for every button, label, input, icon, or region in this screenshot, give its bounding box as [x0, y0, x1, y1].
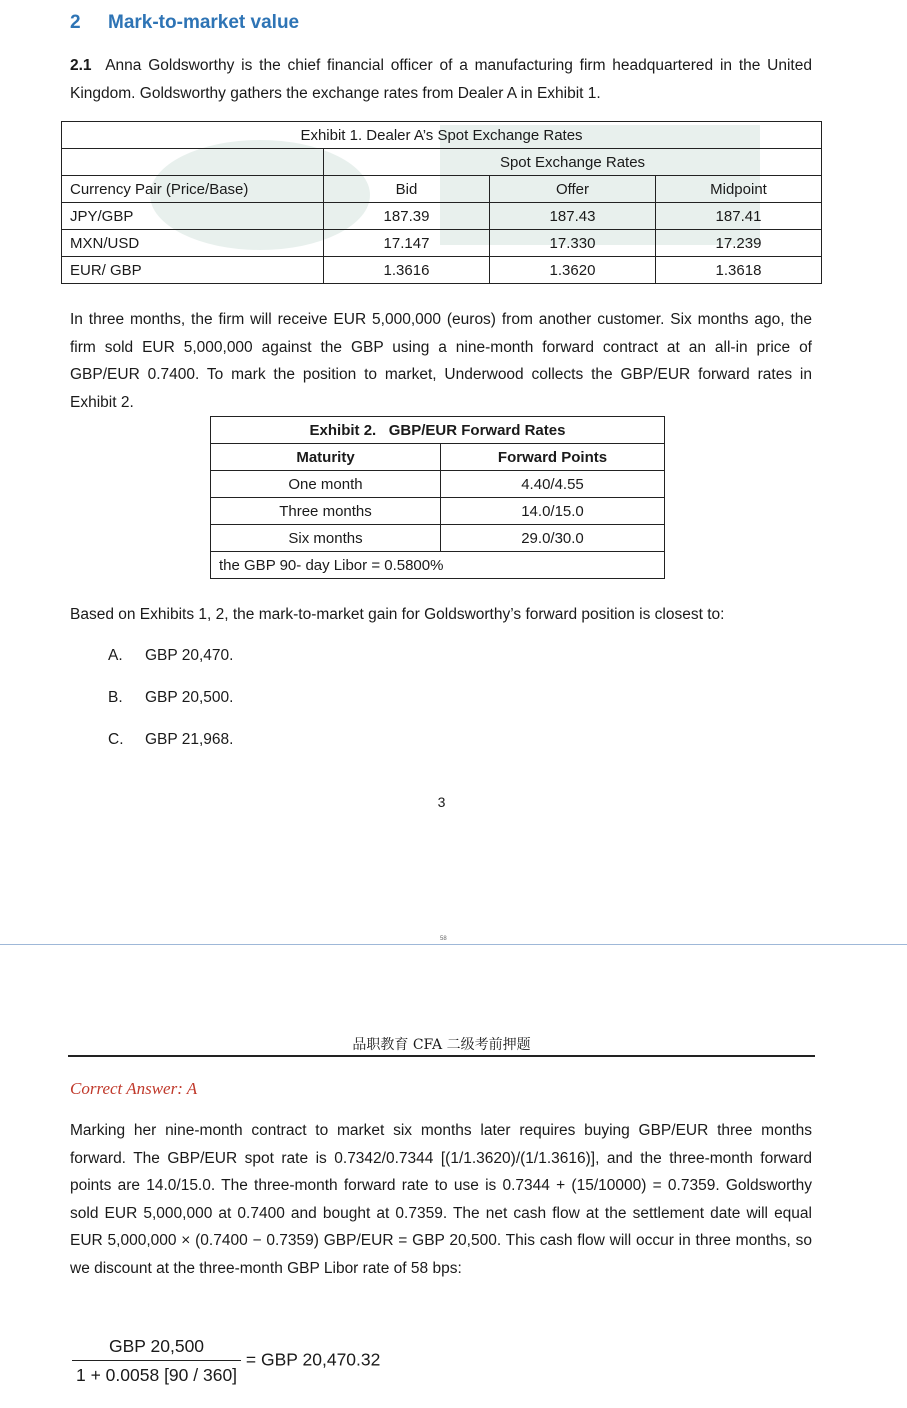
question-intro-text: Anna Goldsworthy is the chief financial officer of a manufacturing firm headquartered in the United Kingdom. Goldsworthy gathers the exchange rates from Dealer A in Exhibit 1. [70, 57, 812, 102]
option-text: GBP 20,470. [145, 647, 234, 664]
exhibit2-caption-title: GBP/EUR Forward Rates [388, 421, 566, 439]
formula-numerator: GBP 20,500 [109, 1336, 205, 1356]
page-number: 3 [437, 794, 446, 810]
formula-result: = GBP 20,470.32 [245, 1349, 381, 1370]
formula-fraction [72, 1336, 241, 1386]
section-number: 2 [70, 12, 81, 33]
formula-denominator: 1 + 0.0058 [90 / 360] [72, 1360, 241, 1386]
table-row [211, 525, 665, 552]
option-b [108, 689, 233, 707]
question-number: 2.1 [70, 57, 92, 74]
section-title-text: Mark-to-market value [108, 12, 300, 33]
exhibit2-header-row [211, 444, 665, 471]
exhibit2-caption-row [211, 417, 665, 444]
option-c [108, 731, 233, 749]
option-text: GBP 20,500. [145, 689, 234, 706]
exhibit2-footer-row [211, 552, 665, 579]
exhibit1-table [61, 121, 822, 284]
page-header: 品职教育 CFA 二级考前押题 [352, 1037, 531, 1053]
exhibit2-header: Forward Points [441, 444, 665, 471]
header-rule [68, 1055, 815, 1057]
option-letter: A. [108, 647, 123, 664]
exhibit2-table [210, 416, 665, 579]
exhibit1-cell: 187.41 [656, 203, 822, 230]
exhibit1-cell: 1.3620 [490, 257, 656, 284]
answer-explanation: Marking her nine-month contract to market six months later requires buying GBP/EUR three months forward. The GBP/EUR spot rate is 0.7342/0.7344 [(1/1.3620)/(1/1.3616)], and the three-month forward points are 14.0/15.0. The three-month forward rate to use is 0.7344 + (15/10000) = 0.7359. Goldsworthy sold EUR 5,000,000 at 0.7400 and bought at 0.7359. The net cash flow at the settlement date will equal EUR 5,000,000 × (0.7400 − 0.7359) GBP/EUR = GBP 20,500. This cash flow will occur in three months, so we discount at the three-month GBP Libor rate of 58 bps: [70, 1122, 812, 1277]
exhibit1-caption-row [62, 122, 822, 149]
option-text: GBP 21,968. [145, 731, 234, 748]
exhibit2-cell: One month [211, 471, 441, 498]
exhibit1-empty-cell [62, 149, 324, 176]
exhibit1-cell: EUR/ GBP [62, 257, 324, 284]
exhibit1-cell: 17.147 [324, 230, 490, 257]
exhibit1-group-header: Spot Exchange Rates [324, 149, 822, 176]
section-title [70, 12, 299, 34]
exhibit2-cell: 4.40/4.55 [441, 471, 665, 498]
exhibit1-header: Midpoint [656, 176, 822, 203]
table-row [62, 257, 822, 284]
exhibit1-header: Currency Pair (Price/Base) [62, 176, 324, 203]
exhibit2-cell: Six months [211, 525, 441, 552]
exhibit1-cell: 1.3616 [324, 257, 490, 284]
exhibit2-cell: Three months [211, 498, 441, 525]
table-row [211, 498, 665, 525]
exhibit1-cell: JPY/GBP [62, 203, 324, 230]
question-prompt: Based on Exhibits 1, 2, the mark-to-market gain for Goldsworthy’s forward position is closest to: [70, 606, 725, 623]
exhibit2-caption [211, 417, 665, 444]
exhibit1-group-row [62, 149, 822, 176]
exhibit1-header: Bid [324, 176, 490, 203]
exhibit1-cell: 187.39 [324, 203, 490, 230]
correct-answer-label: Correct Answer: A [70, 1079, 198, 1098]
option-letter: B. [108, 689, 123, 706]
table-row [211, 471, 665, 498]
exhibit2-caption-label: Exhibit 2. [309, 421, 377, 439]
exhibit2-cell: 29.0/30.0 [441, 525, 665, 552]
question-intro [70, 52, 812, 107]
tiny-page-mark: 58 [440, 936, 447, 942]
exhibit2-footer: the GBP 90- day Libor = 0.5800% [211, 552, 665, 579]
table-row [62, 230, 822, 257]
option-letter: C. [108, 731, 124, 748]
exhibit1-caption: Exhibit 1. Dealer A’s Spot Exchange Rates [62, 122, 822, 149]
exhibit1-header-row [62, 176, 822, 203]
exhibit1-cell: 1.3618 [656, 257, 822, 284]
table-row [62, 203, 822, 230]
exhibit1-cell: 17.239 [656, 230, 822, 257]
exhibit1-cell: 187.43 [490, 203, 656, 230]
option-a [108, 647, 233, 665]
question-paragraph: In three months, the firm will receive EUR 5,000,000 (euros) from another customer. Six months ago, the firm sold EUR 5,000,000 against the GBP using a nine-month forward contract at an all-in price of GBP/EUR 0.7400. To mark the position to market, Underwood collects the GBP/EUR forward rates in Exhibit 2. [70, 311, 812, 411]
exhibit2-header: Maturity [211, 444, 441, 471]
exhibit1-cell: 17.330 [490, 230, 656, 257]
discount-formula [72, 1336, 380, 1386]
exhibit1-cell: MXN/USD [62, 230, 324, 257]
exhibit2-cell: 14.0/15.0 [441, 498, 665, 525]
exhibit1-header: Offer [490, 176, 656, 203]
page-divider [0, 944, 907, 945]
